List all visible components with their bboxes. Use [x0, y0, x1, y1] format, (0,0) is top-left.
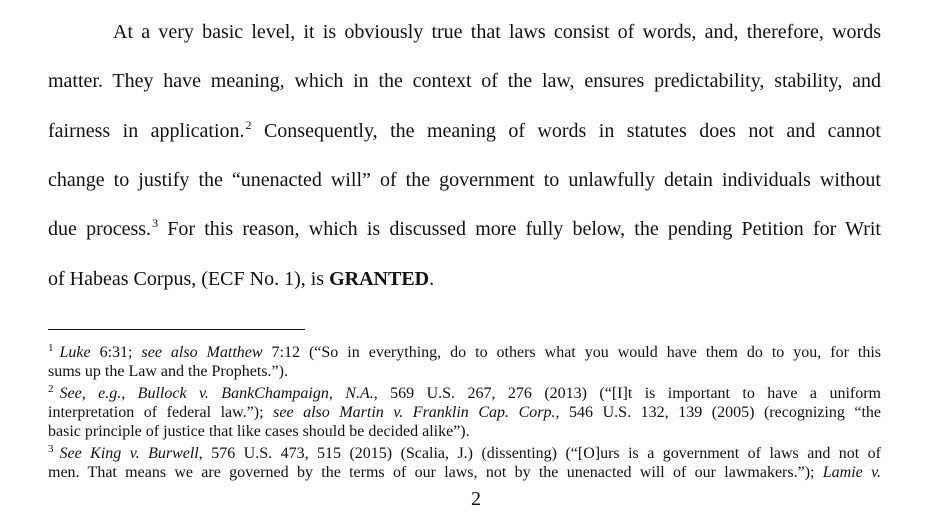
- footnote-1-line-2: [48, 362, 881, 381]
- footnote-marker-2: 2: [48, 383, 54, 395]
- footnote-marker-3: 3: [48, 443, 54, 455]
- footnote-2-line-1: [48, 384, 881, 405]
- body-text: Consequently, the meaning of words in statutes does not and cannot: [251, 120, 881, 142]
- footnote-text: 7:12 (“So in everything, do to others what you would have them do to you, for this: [262, 344, 882, 361]
- footnote-marker-1: 1: [48, 342, 54, 354]
- citation: see also Martin v. Franklin Cap. Corp.: [273, 404, 556, 421]
- footnote-text: sums up the Law and the Prophets.”).: [48, 363, 288, 380]
- body-text: change to justify the “unenacted will” of the government to unlawfully detain individuals without: [48, 169, 881, 191]
- citation: Lamie v.: [822, 464, 881, 481]
- footnote-text: , 569 U.S. 267, 276 (2013) (“[I]t is important to have a uniform: [373, 385, 882, 402]
- footnote-text: 6:31;: [90, 344, 142, 361]
- footnote-3-line-2: [48, 463, 881, 482]
- citation: Luke: [59, 344, 91, 361]
- body-line-1: [113, 20, 881, 44]
- footnote-text: men. That means we are governed by the terms of our laws, not by the unenacted will of our lawmakers.”);: [48, 464, 823, 481]
- footnote-2-line-3: [48, 422, 881, 441]
- body-text: of Habeas Corpus, (ECF No. 1), is: [48, 268, 330, 290]
- page-number: 2: [471, 488, 481, 510]
- body-text: fairness in application.: [48, 120, 245, 142]
- citation: See King v. Burwell: [59, 445, 199, 462]
- body-text: due process.: [48, 218, 152, 240]
- body-text: For this reason, which is discussed more fully below, the pending Petition for Writ: [158, 218, 881, 240]
- footnote-ref-3[interactable]: 3: [152, 216, 159, 230]
- body-text: matter. They have meaning, which in the context of the law, ensures predictability, stability, and: [48, 70, 881, 92]
- footnote-1-line-1: [48, 343, 881, 364]
- citation: See, e.g.: [59, 385, 122, 402]
- body-line-3: [48, 119, 881, 145]
- footnote-3-line-1: [48, 444, 881, 465]
- body-line-2: [48, 69, 881, 93]
- body-text: At a very basic level, it is obviously true that laws consist of words, and, therefore, words: [113, 21, 881, 43]
- citation: see also Matthew: [141, 344, 263, 361]
- footnote-text: ,: [121, 385, 138, 402]
- footnote-ref-2[interactable]: 2: [245, 118, 252, 132]
- body-line-5: [48, 217, 881, 243]
- body-line-6: [48, 267, 881, 291]
- footnote-text: , 576 U.S. 473, 515 (2015) (Scalia, J.) (dissenting) (“[O]urs is a government of laws and not of: [198, 445, 881, 462]
- footnote-text: , 546 U.S. 132, 139 (2005) (recognizing “the: [555, 404, 882, 421]
- citation: Bullock v. BankChampaign, N.A.: [137, 385, 374, 402]
- footnote-text: interpretation of federal law.”);: [48, 404, 274, 421]
- holding-granted: GRANTED: [329, 268, 430, 290]
- footnote-text: basic principle of justice that like cases should be decided alike”).: [48, 423, 470, 440]
- footnote-2-line-2: [48, 403, 881, 422]
- body-line-4: [48, 168, 881, 192]
- body-text: .: [429, 268, 435, 290]
- footnote-separator: [48, 329, 305, 330]
